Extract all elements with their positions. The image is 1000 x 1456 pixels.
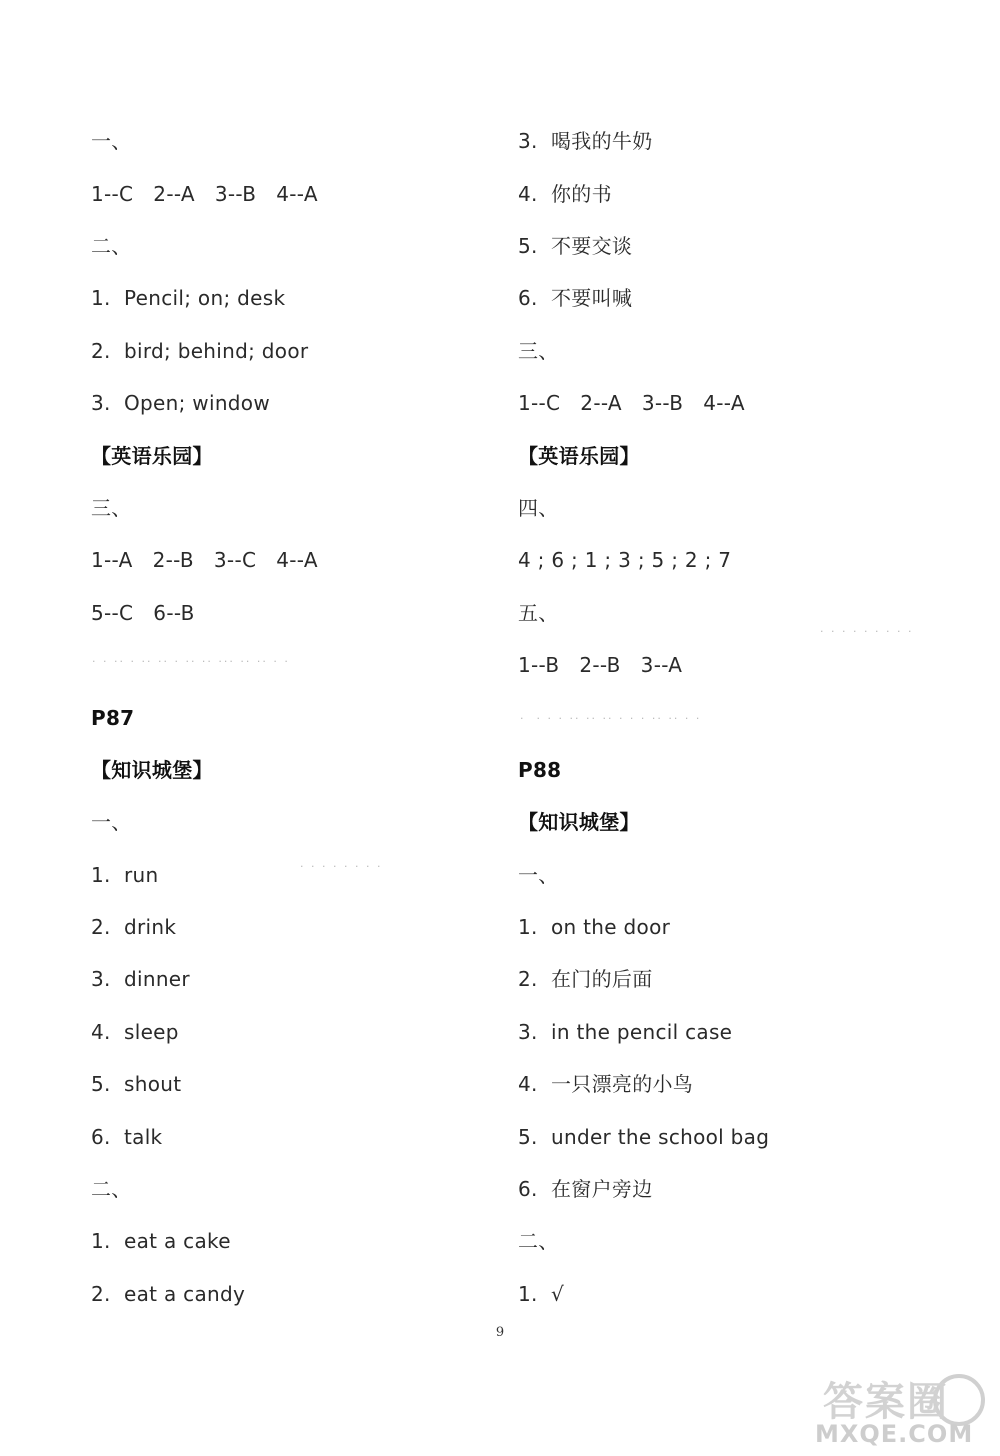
- left-line-20: 二、: [91, 1177, 132, 1201]
- left-line-4: 1. Pencil; on; desk: [91, 286, 286, 310]
- left-line-6: 3. Open; window: [91, 391, 270, 415]
- left-line-11: P87: [91, 706, 135, 730]
- left-line-10: 5--C 6--B: [91, 601, 195, 625]
- scan-noise: · · · · ·· ·· ·· · · · ·· ·· · ·: [520, 712, 702, 725]
- right-line-17: 3. in the pencil case: [518, 1020, 733, 1044]
- scan-noise: · · · · · · · ·: [300, 860, 383, 873]
- right-line-10: 五、: [518, 601, 559, 625]
- right-line-22: 1. √: [518, 1282, 565, 1306]
- right-line-13: 【知识城堡】: [518, 810, 640, 834]
- watermark-bottom-text: MXQE.COM: [815, 1420, 974, 1448]
- left-line-8: 三、: [91, 496, 132, 520]
- right-line-11: 1--B 2--B 3--A: [518, 653, 683, 677]
- right-line-12: P88: [518, 758, 562, 782]
- right-line-5: 三、: [518, 339, 559, 363]
- right-line-3: 5. 不要交谈: [518, 234, 633, 258]
- left-line-3: 二、: [91, 234, 132, 258]
- watermark-logo: [815, 1370, 990, 1450]
- right-line-20: 6. 在窗户旁边: [518, 1177, 653, 1201]
- left-line-18: 5. shout: [91, 1072, 182, 1096]
- left-line-15: 2. drink: [91, 915, 177, 939]
- right-line-16: 2. 在门的后面: [518, 967, 653, 991]
- left-line-13: 一、: [91, 810, 132, 834]
- left-line-17: 4. sleep: [91, 1020, 179, 1044]
- scan-noise: · · ·· · ·· ·· · ·· ·· ··· ·· ·· · ·: [92, 655, 290, 668]
- left-line-12: 【知识城堡】: [91, 758, 213, 782]
- right-line-1: 3. 喝我的牛奶: [518, 129, 653, 153]
- left-line-2: 1--C 2--A 3--B 4--A: [91, 182, 318, 206]
- right-line-6: 1--C 2--A 3--B 4--A: [518, 391, 745, 415]
- right-line-18: 4. 一只漂亮的小鸟: [518, 1072, 694, 1096]
- left-line-1: 一、: [91, 129, 132, 153]
- left-line-16: 3. dinner: [91, 967, 190, 991]
- left-line-14: 1. run: [91, 863, 159, 887]
- right-line-8: 四、: [518, 496, 559, 520]
- right-line-4: 6. 不要叫喊: [518, 286, 633, 310]
- right-line-19: 5. under the school bag: [518, 1125, 770, 1149]
- right-line-2: 4. 你的书: [518, 182, 612, 206]
- right-line-21: 二、: [518, 1229, 559, 1253]
- right-line-9: 4 ; 6 ; 1 ; 3 ; 5 ; 2 ; 7: [518, 548, 732, 572]
- left-line-7: 【英语乐园】: [91, 444, 213, 468]
- left-line-22: 2. eat a candy: [91, 1282, 246, 1306]
- left-line-5: 2. bird; behind; door: [91, 339, 309, 363]
- left-line-19: 6. talk: [91, 1125, 163, 1149]
- left-line-9: 1--A 2--B 3--C 4--A: [91, 548, 318, 572]
- watermark-top-text: 答案圈: [823, 1379, 949, 1425]
- right-line-15: 1. on the door: [518, 915, 671, 939]
- left-line-21: 1. eat a cake: [91, 1229, 231, 1253]
- scan-noise: · · · · · · · · ·: [820, 625, 914, 638]
- page-number: 9: [495, 1325, 505, 1340]
- right-line-7: 【英语乐园】: [518, 444, 640, 468]
- right-line-14: 一、: [518, 863, 559, 887]
